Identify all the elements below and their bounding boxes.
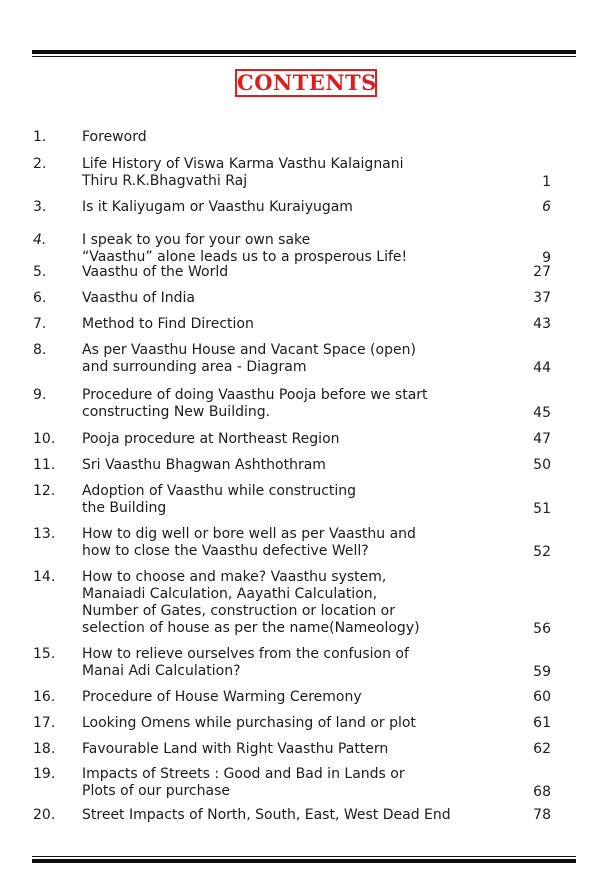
toc-entry-page: 56 (533, 621, 551, 637)
toc-entry-number: 7. (33, 316, 47, 332)
toc-entry-title (82, 741, 512, 758)
contents-title: CONTENTS (237, 70, 377, 95)
toc-entry-title (82, 807, 512, 824)
toc-entry-title-line: and surrounding area - Diagram (82, 359, 307, 375)
toc-entry-title-line: Manai Adi Calculation? (82, 663, 241, 679)
toc-entry-number: 10. (33, 431, 56, 447)
toc-entry-title-line: constructing New Building. (82, 404, 271, 420)
toc-entry-title-line: Thiru R.K.Bhagvathi Raj (82, 173, 248, 189)
toc-entry-number: 1. (33, 129, 47, 145)
toc-entry-title-line: Is it Kaliyugam or Vaasthu Kuraiyugam (82, 199, 353, 215)
toc-entry-page: 45 (533, 405, 551, 421)
toc-entry-title-line: Procedure of doing Vaasthu Pooja before we start (82, 387, 428, 403)
toc-entry-page: 78 (533, 807, 551, 823)
toc-entry-title-line: Method to Find Direction (82, 316, 254, 332)
toc-entry-number: 11. (33, 457, 56, 473)
toc-entry-number: 9. (33, 387, 47, 403)
toc-entry-number: 20. (33, 807, 56, 823)
toc-entry-number: 19. (33, 766, 56, 782)
toc-entry-title-line: How to dig well or bore well as per Vaasthu and (82, 526, 416, 542)
toc-entry-title (82, 264, 512, 281)
toc-entry-page: 27 (533, 264, 551, 280)
toc-entry-title-line: Adoption of Vaasthu while constructing (82, 483, 357, 499)
toc-entry-title-line: Favourable Land with Right Vaasthu Pattern (82, 741, 389, 757)
toc-entry-number: 14. (33, 569, 56, 585)
toc-entry-title-line: Sri Vaasthu Bhagwan Ashthothram (82, 457, 326, 473)
contents-title-box (235, 69, 377, 97)
toc-entry-page: 59 (533, 664, 551, 680)
top-double-rule (32, 50, 576, 57)
toc-entry-title (82, 646, 512, 680)
toc-entry-title-line: I speak to you for your own sake (82, 232, 311, 248)
toc-entry-page: 68 (533, 784, 551, 800)
toc-entry-page: 47 (533, 431, 551, 447)
toc-entry-title (82, 431, 512, 448)
toc-entry-title-line: How to relieve ourselves from the confusion of (82, 646, 409, 662)
toc-entry-page: 1 (542, 174, 551, 190)
toc-entry-title-line: As per Vaasthu House and Vacant Space (open) (82, 342, 416, 358)
toc-entry-number: 18. (33, 741, 56, 757)
toc-entry-title (82, 766, 512, 800)
toc-entry-title-line: Foreword (82, 129, 147, 145)
toc-entry-page: 61 (533, 715, 551, 731)
toc-entry-title-line: the Building (82, 500, 167, 516)
toc-entry-number: 3. (33, 199, 47, 215)
toc-entry-title-line: How to choose and make? Vaasthu system, (82, 569, 387, 585)
bottom-double-rule (32, 856, 576, 863)
toc-entry-number: 13. (33, 526, 56, 542)
toc-entry-title-line: Life History of Viswa Karma Vasthu Kalaignani (82, 156, 404, 172)
toc-entry-page: 62 (533, 741, 551, 757)
toc-entry-title (82, 689, 512, 706)
toc-entry-page: 43 (533, 316, 551, 332)
toc-entry-title-line: Number of Gates, construction or location or (82, 603, 395, 619)
toc-entry-title (82, 715, 512, 732)
toc-entry-number: 2. (33, 156, 47, 172)
toc-entry-title-line: selection of house as per the name(Nameology) (82, 620, 420, 636)
toc-entry-page: 60 (533, 689, 551, 705)
toc-entry-title (82, 457, 512, 474)
toc-entry-title-line: Street Impacts of North, South, East, West Dead End (82, 807, 451, 823)
toc-entry-number: 16. (33, 689, 56, 705)
toc-entry-title-line: Manaiadi Calculation, Aayathi Calculation, (82, 586, 378, 602)
toc-entry-number: 6. (33, 290, 47, 306)
toc-entry-number: 17. (33, 715, 56, 731)
toc-entry-title (82, 156, 512, 190)
toc-entry-page: 51 (533, 501, 551, 517)
toc-entry-page: 50 (533, 457, 551, 473)
toc-entry-title (82, 387, 512, 421)
toc-entry-title (82, 129, 512, 146)
toc-entry-title (82, 232, 512, 266)
toc-entry-number: 8. (33, 342, 47, 358)
toc-entry-title (82, 199, 512, 216)
toc-entry-title-line: Vaasthu of India (82, 290, 195, 306)
toc-entry-title (82, 342, 512, 376)
toc-entry-page: 6 (542, 199, 551, 215)
toc-entry-number: 5. (33, 264, 47, 280)
toc-entry-title (82, 526, 512, 560)
toc-entry-title-line: Impacts of Streets : Good and Bad in Lands or (82, 766, 405, 782)
toc-entry-title (82, 290, 512, 307)
toc-entry-title-line: how to close the Vaasthu defective Well? (82, 543, 369, 559)
toc-entry-number: 4. (33, 232, 47, 248)
toc-entry-page: 52 (533, 544, 551, 560)
toc-entry-title-line: Pooja procedure at Northeast Region (82, 431, 340, 447)
toc-entry-number: 15. (33, 646, 56, 662)
toc-entry-page: 44 (533, 360, 551, 376)
toc-entry-title-line: Procedure of House Warming Ceremony (82, 689, 362, 705)
toc-entry-title-line: Looking Omens while purchasing of land or plot (82, 715, 416, 731)
toc-entry-title-line: Vaasthu of the World (82, 264, 229, 280)
toc-entry-title-line: Plots of our purchase (82, 783, 230, 799)
toc-entry-page: 37 (533, 290, 551, 306)
toc-entry-title (82, 316, 512, 333)
toc-entry-number: 12. (33, 483, 56, 499)
toc-entry-title (82, 483, 512, 517)
toc-entry-title-line: “Vaasthu” alone leads us to a prosperous Life! (82, 249, 408, 265)
toc-entry-title (82, 569, 512, 637)
toc-entry-page: 9 (542, 250, 551, 266)
